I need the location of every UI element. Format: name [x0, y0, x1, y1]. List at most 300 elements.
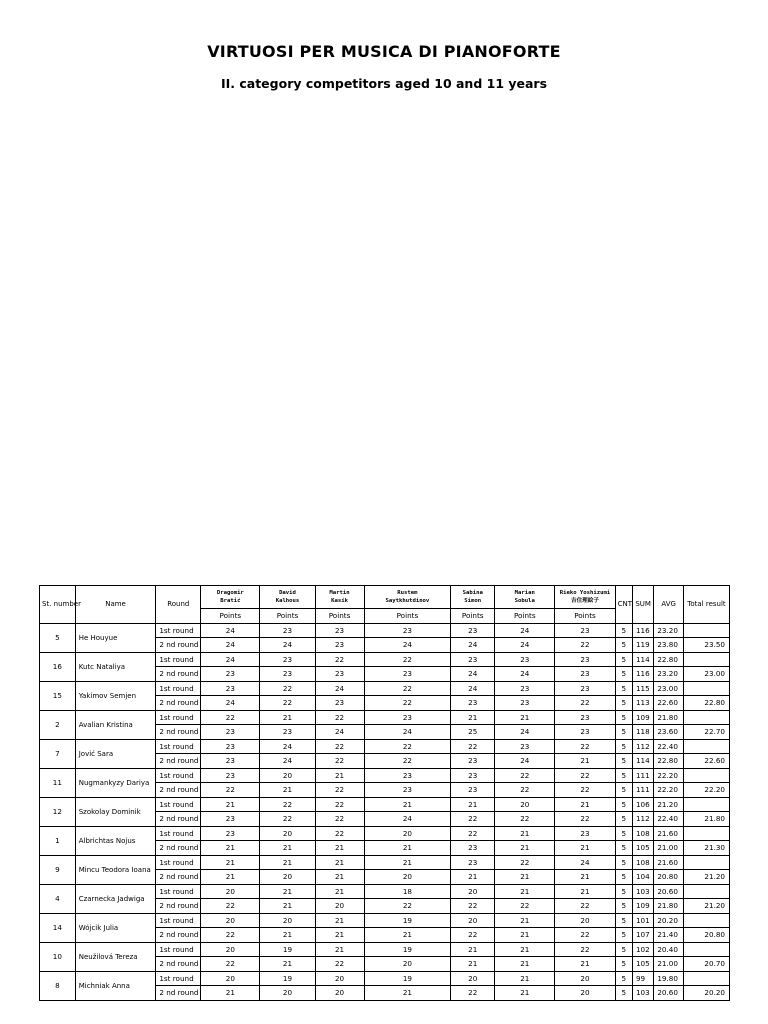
sum-cell: 115 — [632, 681, 653, 696]
document-subtitle: II. category competitors aged 10 and 11 years — [220, 76, 548, 91]
avg-cell: 23.00 — [654, 681, 684, 696]
judge-points-cell: 23 — [451, 768, 495, 783]
round-label: 1st round — [156, 739, 201, 754]
judge-points-cell: 23 — [201, 667, 260, 682]
judge-points-cell: 23 — [364, 783, 451, 798]
avg-cell: 21.20 — [654, 797, 684, 812]
sum-cell: 109 — [632, 899, 653, 914]
total-result-cell: 21.20 — [683, 899, 729, 914]
judge-points-cell: 21 — [260, 899, 315, 914]
judge-points-cell: 20 — [451, 884, 495, 899]
judge-points-cell: 23 — [201, 768, 260, 783]
judge-points-cell: 22 — [201, 928, 260, 943]
round-label: 2 nd round — [156, 754, 201, 769]
cnt-cell: 5 — [615, 855, 632, 870]
header-judge-5 — [451, 586, 495, 609]
sum-cell: 104 — [632, 870, 653, 885]
cnt-cell: 5 — [615, 928, 632, 943]
judge-name-line1: David — [279, 590, 296, 596]
judge-points-cell: 24 — [201, 638, 260, 653]
header-cnt: CNT — [615, 586, 632, 624]
judge-points-cell: 20 — [201, 884, 260, 899]
round-label: 2 nd round — [156, 899, 201, 914]
judge-points-cell: 21 — [260, 841, 315, 856]
judge-points-cell: 23 — [364, 710, 451, 725]
cnt-cell: 5 — [615, 971, 632, 986]
competitor-name: Kutc Nataliya — [75, 652, 156, 681]
judge-points-cell: 23 — [451, 855, 495, 870]
avg-cell: 23.20 — [654, 623, 684, 638]
judge-points-cell: 20 — [555, 986, 615, 1001]
avg-cell: 21.60 — [654, 855, 684, 870]
header-judge-1 — [201, 586, 260, 609]
judge-points-cell: 24 — [364, 638, 451, 653]
judge-points-cell: 21 — [495, 884, 555, 899]
judge-points-cell: 19 — [260, 942, 315, 957]
round-label: 2 nd round — [156, 986, 201, 1001]
competitor-st-number: 10 — [40, 942, 76, 971]
judge-points-cell: 21 — [555, 797, 615, 812]
judge-name-line1: Marian — [514, 590, 535, 596]
judge-points-cell: 23 — [451, 783, 495, 798]
avg-cell: 20.40 — [654, 942, 684, 957]
judge-points-cell: 21 — [315, 841, 364, 856]
judge-name-line2: Kalhous — [275, 598, 300, 604]
judge-points-cell: 21 — [315, 928, 364, 943]
competitor-name: Yakimov Semjen — [75, 681, 156, 710]
judge-points-cell: 24 — [495, 638, 555, 653]
judge-points-cell: 19 — [260, 971, 315, 986]
sum-cell: 103 — [632, 884, 653, 899]
judge-points-cell: 22 — [555, 942, 615, 957]
competitor-st-number: 11 — [40, 768, 76, 797]
judge-points-cell: 24 — [364, 725, 451, 740]
judge-points-cell: 23 — [201, 725, 260, 740]
judge-points-cell: 23 — [555, 826, 615, 841]
judge-points-cell: 24 — [451, 638, 495, 653]
round-label: 2 nd round — [156, 638, 201, 653]
round-label: 1st round — [156, 826, 201, 841]
judge-points-cell: 21 — [315, 884, 364, 899]
judge-points-cell: 19 — [364, 913, 451, 928]
judge-points-cell: 22 — [201, 957, 260, 972]
sum-cell: 108 — [632, 826, 653, 841]
judge-points-cell: 23 — [555, 667, 615, 682]
total-result-cell — [683, 826, 729, 841]
document-title: VIRTUOSI PER MUSICA DI PIANOFORTE — [207, 42, 561, 61]
competitor-st-number: 1 — [40, 826, 76, 855]
competitor-name: Nugmankyzy Dariya — [75, 768, 156, 797]
judge-points-cell: 23 — [260, 667, 315, 682]
judge-points-cell: 22 — [315, 739, 364, 754]
avg-cell: 19.80 — [654, 971, 684, 986]
avg-cell: 22.60 — [654, 696, 684, 711]
cnt-cell: 5 — [615, 768, 632, 783]
judge-points-cell: 22 — [555, 696, 615, 711]
judge-points-cell: 24 — [451, 681, 495, 696]
table-row — [40, 826, 730, 841]
judge-points-cell: 21 — [555, 754, 615, 769]
judge-points-cell: 22 — [315, 754, 364, 769]
judge-points-cell: 22 — [555, 638, 615, 653]
judge-points-cell: 24 — [260, 754, 315, 769]
judge-points-cell: 21 — [201, 797, 260, 812]
sum-cell: 116 — [632, 667, 653, 682]
competitor-name: He Houyue — [75, 623, 156, 652]
sum-cell: 103 — [632, 986, 653, 1001]
avg-cell: 20.60 — [654, 884, 684, 899]
judge-name-line1: Dragomir — [216, 590, 244, 596]
judge-points-cell: 19 — [364, 942, 451, 957]
judge-points-cell: 23 — [495, 681, 555, 696]
avg-cell: 21.40 — [654, 928, 684, 943]
judge-points-cell: 22 — [451, 928, 495, 943]
total-result-cell — [683, 942, 729, 957]
judge-points-cell: 20 — [555, 971, 615, 986]
judge-points-cell: 21 — [451, 870, 495, 885]
judge-points-cell: 22 — [364, 739, 451, 754]
total-result-cell: 20.70 — [683, 957, 729, 972]
total-result-cell: 22.70 — [683, 725, 729, 740]
judge-name-line1: Martin — [329, 590, 350, 596]
judge-points-cell: 22 — [495, 768, 555, 783]
competitor-name: Avalian Kristina — [75, 710, 156, 739]
judge-points-cell: 23 — [495, 739, 555, 754]
avg-cell: 21.80 — [654, 899, 684, 914]
judge-points-cell: 24 — [451, 667, 495, 682]
judge-name-line2: 吉住理絵子 — [570, 598, 599, 604]
competitor-st-number: 15 — [40, 681, 76, 710]
judge-points-cell: 23 — [364, 667, 451, 682]
judge-points-cell: 23 — [555, 681, 615, 696]
round-label: 2 nd round — [156, 870, 201, 885]
header-points: Points — [364, 609, 451, 624]
judge-points-cell: 21 — [495, 928, 555, 943]
total-result-cell: 21.30 — [683, 841, 729, 856]
judge-points-cell: 24 — [495, 754, 555, 769]
table-row — [40, 913, 730, 928]
header-judge-7 — [555, 586, 615, 609]
competitor-st-number: 2 — [40, 710, 76, 739]
judge-points-cell: 22 — [260, 797, 315, 812]
judge-points-cell: 20 — [364, 870, 451, 885]
total-result-cell: 21.20 — [683, 870, 729, 885]
header-points: Points — [315, 609, 364, 624]
avg-cell: 22.40 — [654, 739, 684, 754]
header-points: Points — [555, 609, 615, 624]
judge-points-cell: 22 — [451, 826, 495, 841]
judge-points-cell: 21 — [555, 957, 615, 972]
judge-points-cell: 24 — [364, 812, 451, 827]
judge-points-cell: 20 — [260, 826, 315, 841]
judge-points-cell: 22 — [555, 739, 615, 754]
judge-points-cell: 23 — [201, 681, 260, 696]
judge-points-cell: 22 — [451, 812, 495, 827]
header-total-result: Total result — [683, 586, 729, 624]
judge-points-cell: 22 — [260, 696, 315, 711]
judge-name-line2: Sobula — [514, 598, 535, 604]
judge-points-cell: 21 — [260, 855, 315, 870]
judge-points-cell: 23 — [315, 667, 364, 682]
avg-cell: 20.60 — [654, 986, 684, 1001]
total-result-cell — [683, 855, 729, 870]
judge-points-cell: 23 — [201, 826, 260, 841]
sum-cell: 106 — [632, 797, 653, 812]
judge-points-cell: 23 — [451, 652, 495, 667]
table-row — [40, 855, 730, 870]
table-body — [40, 623, 730, 1000]
competitor-st-number: 5 — [40, 623, 76, 652]
judge-points-cell: 20 — [260, 986, 315, 1001]
judge-points-cell: 21 — [495, 971, 555, 986]
cnt-cell: 5 — [615, 957, 632, 972]
judge-points-cell: 23 — [451, 696, 495, 711]
competitor-name: Wójcik Julia — [75, 913, 156, 942]
judge-points-cell: 24 — [260, 638, 315, 653]
judge-points-cell: 23 — [555, 725, 615, 740]
competitor-name: Neužilová Tereza — [75, 942, 156, 971]
avg-cell: 20.80 — [654, 870, 684, 885]
cnt-cell: 5 — [615, 725, 632, 740]
judge-name-line2: Bratić — [220, 598, 241, 604]
judge-points-cell: 21 — [555, 884, 615, 899]
judge-points-cell: 21 — [555, 870, 615, 885]
judge-points-cell: 20 — [260, 913, 315, 928]
judge-points-cell: 19 — [364, 971, 451, 986]
cnt-cell: 5 — [615, 913, 632, 928]
judge-points-cell: 23 — [315, 638, 364, 653]
competitor-name: Czarnecka Jadwiga — [75, 884, 156, 913]
round-label: 2 nd round — [156, 696, 201, 711]
total-result-cell — [683, 681, 729, 696]
competitor-st-number: 9 — [40, 855, 76, 884]
judge-points-cell: 21 — [260, 928, 315, 943]
judge-points-cell: 23 — [555, 710, 615, 725]
judge-points-cell: 23 — [364, 768, 451, 783]
avg-cell: 20.20 — [654, 913, 684, 928]
judge-points-cell: 22 — [364, 754, 451, 769]
cnt-cell: 5 — [615, 710, 632, 725]
judge-points-cell: 20 — [364, 957, 451, 972]
results-table — [39, 585, 730, 1001]
judge-points-cell: 21 — [315, 942, 364, 957]
judge-points-cell: 20 — [315, 899, 364, 914]
round-label: 2 nd round — [156, 841, 201, 856]
avg-cell: 22.20 — [654, 783, 684, 798]
judge-points-cell: 22 — [260, 812, 315, 827]
judge-points-cell: 22 — [364, 681, 451, 696]
judge-points-cell: 21 — [364, 928, 451, 943]
judge-points-cell: 23 — [555, 652, 615, 667]
total-result-cell: 23.00 — [683, 667, 729, 682]
round-label: 1st round — [156, 884, 201, 899]
judge-points-cell: 22 — [555, 812, 615, 827]
total-result-cell: 20.80 — [683, 928, 729, 943]
judge-points-cell: 21 — [495, 870, 555, 885]
judge-points-cell: 22 — [555, 928, 615, 943]
judge-points-cell: 22 — [315, 797, 364, 812]
judge-points-cell: 23 — [451, 623, 495, 638]
judge-points-cell: 21 — [315, 855, 364, 870]
round-label: 1st round — [156, 971, 201, 986]
table-row — [40, 768, 730, 783]
total-result-cell — [683, 797, 729, 812]
judge-points-cell: 21 — [451, 797, 495, 812]
judge-points-cell: 24 — [260, 739, 315, 754]
judge-points-cell: 21 — [495, 913, 555, 928]
cnt-cell: 5 — [615, 681, 632, 696]
judge-points-cell: 21 — [451, 710, 495, 725]
cnt-cell: 5 — [615, 899, 632, 914]
judge-points-cell: 21 — [364, 797, 451, 812]
table-row — [40, 884, 730, 899]
judge-points-cell: 22 — [555, 899, 615, 914]
competitor-name: Mincu Teodora Ioana — [75, 855, 156, 884]
judge-points-cell: 22 — [451, 739, 495, 754]
avg-cell: 23.60 — [654, 725, 684, 740]
judge-points-cell: 23 — [201, 754, 260, 769]
header-points: Points — [201, 609, 260, 624]
cnt-cell: 5 — [615, 739, 632, 754]
judge-points-cell: 24 — [495, 623, 555, 638]
judge-points-cell: 21 — [364, 841, 451, 856]
total-result-cell: 22.60 — [683, 754, 729, 769]
judge-points-cell: 23 — [315, 696, 364, 711]
sum-cell: 101 — [632, 913, 653, 928]
judge-points-cell: 21 — [315, 870, 364, 885]
judge-points-cell: 24 — [201, 652, 260, 667]
judge-points-cell: 21 — [260, 957, 315, 972]
header-points: Points — [260, 609, 315, 624]
header-sum: SUM — [632, 586, 653, 624]
table-row — [40, 652, 730, 667]
sum-cell: 105 — [632, 841, 653, 856]
total-result-cell — [683, 913, 729, 928]
cnt-cell: 5 — [615, 696, 632, 711]
header-points: Points — [451, 609, 495, 624]
judge-points-cell: 21 — [315, 768, 364, 783]
competitor-st-number: 8 — [40, 971, 76, 1000]
sum-cell: 113 — [632, 696, 653, 711]
judge-points-cell: 21 — [495, 942, 555, 957]
table-row — [40, 797, 730, 812]
judge-points-cell: 21 — [260, 783, 315, 798]
sum-cell: 114 — [632, 652, 653, 667]
judge-name-line2: Saytkhutdinov — [385, 598, 430, 604]
sum-cell: 112 — [632, 739, 653, 754]
round-label: 1st round — [156, 855, 201, 870]
total-result-cell — [683, 739, 729, 754]
judge-points-cell: 22 — [315, 652, 364, 667]
total-result-cell — [683, 652, 729, 667]
judge-points-cell: 22 — [315, 957, 364, 972]
round-label: 2 nd round — [156, 812, 201, 827]
sum-cell: 112 — [632, 812, 653, 827]
competitor-name: Szokolay Dominik — [75, 797, 156, 826]
competitor-st-number: 16 — [40, 652, 76, 681]
judge-name-line1: Rieko Yoshizumi — [559, 590, 611, 596]
table-header — [40, 586, 730, 624]
total-result-cell — [683, 884, 729, 899]
cnt-cell: 5 — [615, 652, 632, 667]
cnt-cell: 5 — [615, 870, 632, 885]
judge-points-cell: 24 — [201, 696, 260, 711]
avg-cell: 23.20 — [654, 667, 684, 682]
judge-points-cell: 22 — [451, 986, 495, 1001]
round-label: 2 nd round — [156, 725, 201, 740]
cnt-cell: 5 — [615, 812, 632, 827]
judge-points-cell: 20 — [451, 913, 495, 928]
judge-points-cell: 24 — [315, 681, 364, 696]
round-label: 1st round — [156, 768, 201, 783]
header-name: Name — [75, 586, 156, 624]
table-row — [40, 623, 730, 638]
judge-points-cell: 21 — [201, 870, 260, 885]
avg-cell: 21.60 — [654, 826, 684, 841]
round-label: 2 nd round — [156, 928, 201, 943]
judge-points-cell: 20 — [495, 797, 555, 812]
avg-cell: 21.00 — [654, 841, 684, 856]
competitor-st-number: 14 — [40, 913, 76, 942]
table-row — [40, 971, 730, 986]
judge-points-cell: 24 — [555, 855, 615, 870]
judge-points-cell: 23 — [451, 754, 495, 769]
judge-points-cell: 23 — [201, 739, 260, 754]
judge-points-cell: 20 — [201, 971, 260, 986]
judge-points-cell: 23 — [364, 623, 451, 638]
header-points: Points — [495, 609, 555, 624]
judge-points-cell: 22 — [201, 710, 260, 725]
round-label: 1st round — [156, 942, 201, 957]
cnt-cell: 5 — [615, 667, 632, 682]
sum-cell: 102 — [632, 942, 653, 957]
judge-points-cell: 20 — [451, 971, 495, 986]
sum-cell: 99 — [632, 971, 653, 986]
judge-points-cell: 22 — [495, 812, 555, 827]
sum-cell: 111 — [632, 768, 653, 783]
judge-points-cell: 23 — [451, 841, 495, 856]
avg-cell: 22.40 — [654, 812, 684, 827]
round-label: 2 nd round — [156, 667, 201, 682]
judge-points-cell: 21 — [495, 826, 555, 841]
judge-points-cell: 21 — [451, 942, 495, 957]
round-label: 1st round — [156, 652, 201, 667]
judge-points-cell: 21 — [201, 841, 260, 856]
judge-name-line1: Sabina — [462, 590, 483, 596]
round-label: 2 nd round — [156, 783, 201, 798]
table-row — [40, 739, 730, 754]
judge-points-cell: 22 — [315, 826, 364, 841]
round-label: 1st round — [156, 797, 201, 812]
cnt-cell: 5 — [615, 623, 632, 638]
avg-cell: 23.80 — [654, 638, 684, 653]
total-result-cell: 22.80 — [683, 696, 729, 711]
header-round: Round — [156, 586, 201, 624]
sum-cell: 114 — [632, 754, 653, 769]
sum-cell: 116 — [632, 623, 653, 638]
table-row — [40, 942, 730, 957]
total-result-cell — [683, 971, 729, 986]
judge-points-cell: 21 — [201, 986, 260, 1001]
judge-points-cell: 22 — [315, 783, 364, 798]
judge-points-cell: 22 — [364, 899, 451, 914]
round-label: 1st round — [156, 623, 201, 638]
header-judge-4 — [364, 586, 451, 609]
judge-points-cell: 20 — [260, 870, 315, 885]
judge-points-cell: 21 — [364, 986, 451, 1001]
total-result-cell — [683, 768, 729, 783]
judge-points-cell: 25 — [451, 725, 495, 740]
